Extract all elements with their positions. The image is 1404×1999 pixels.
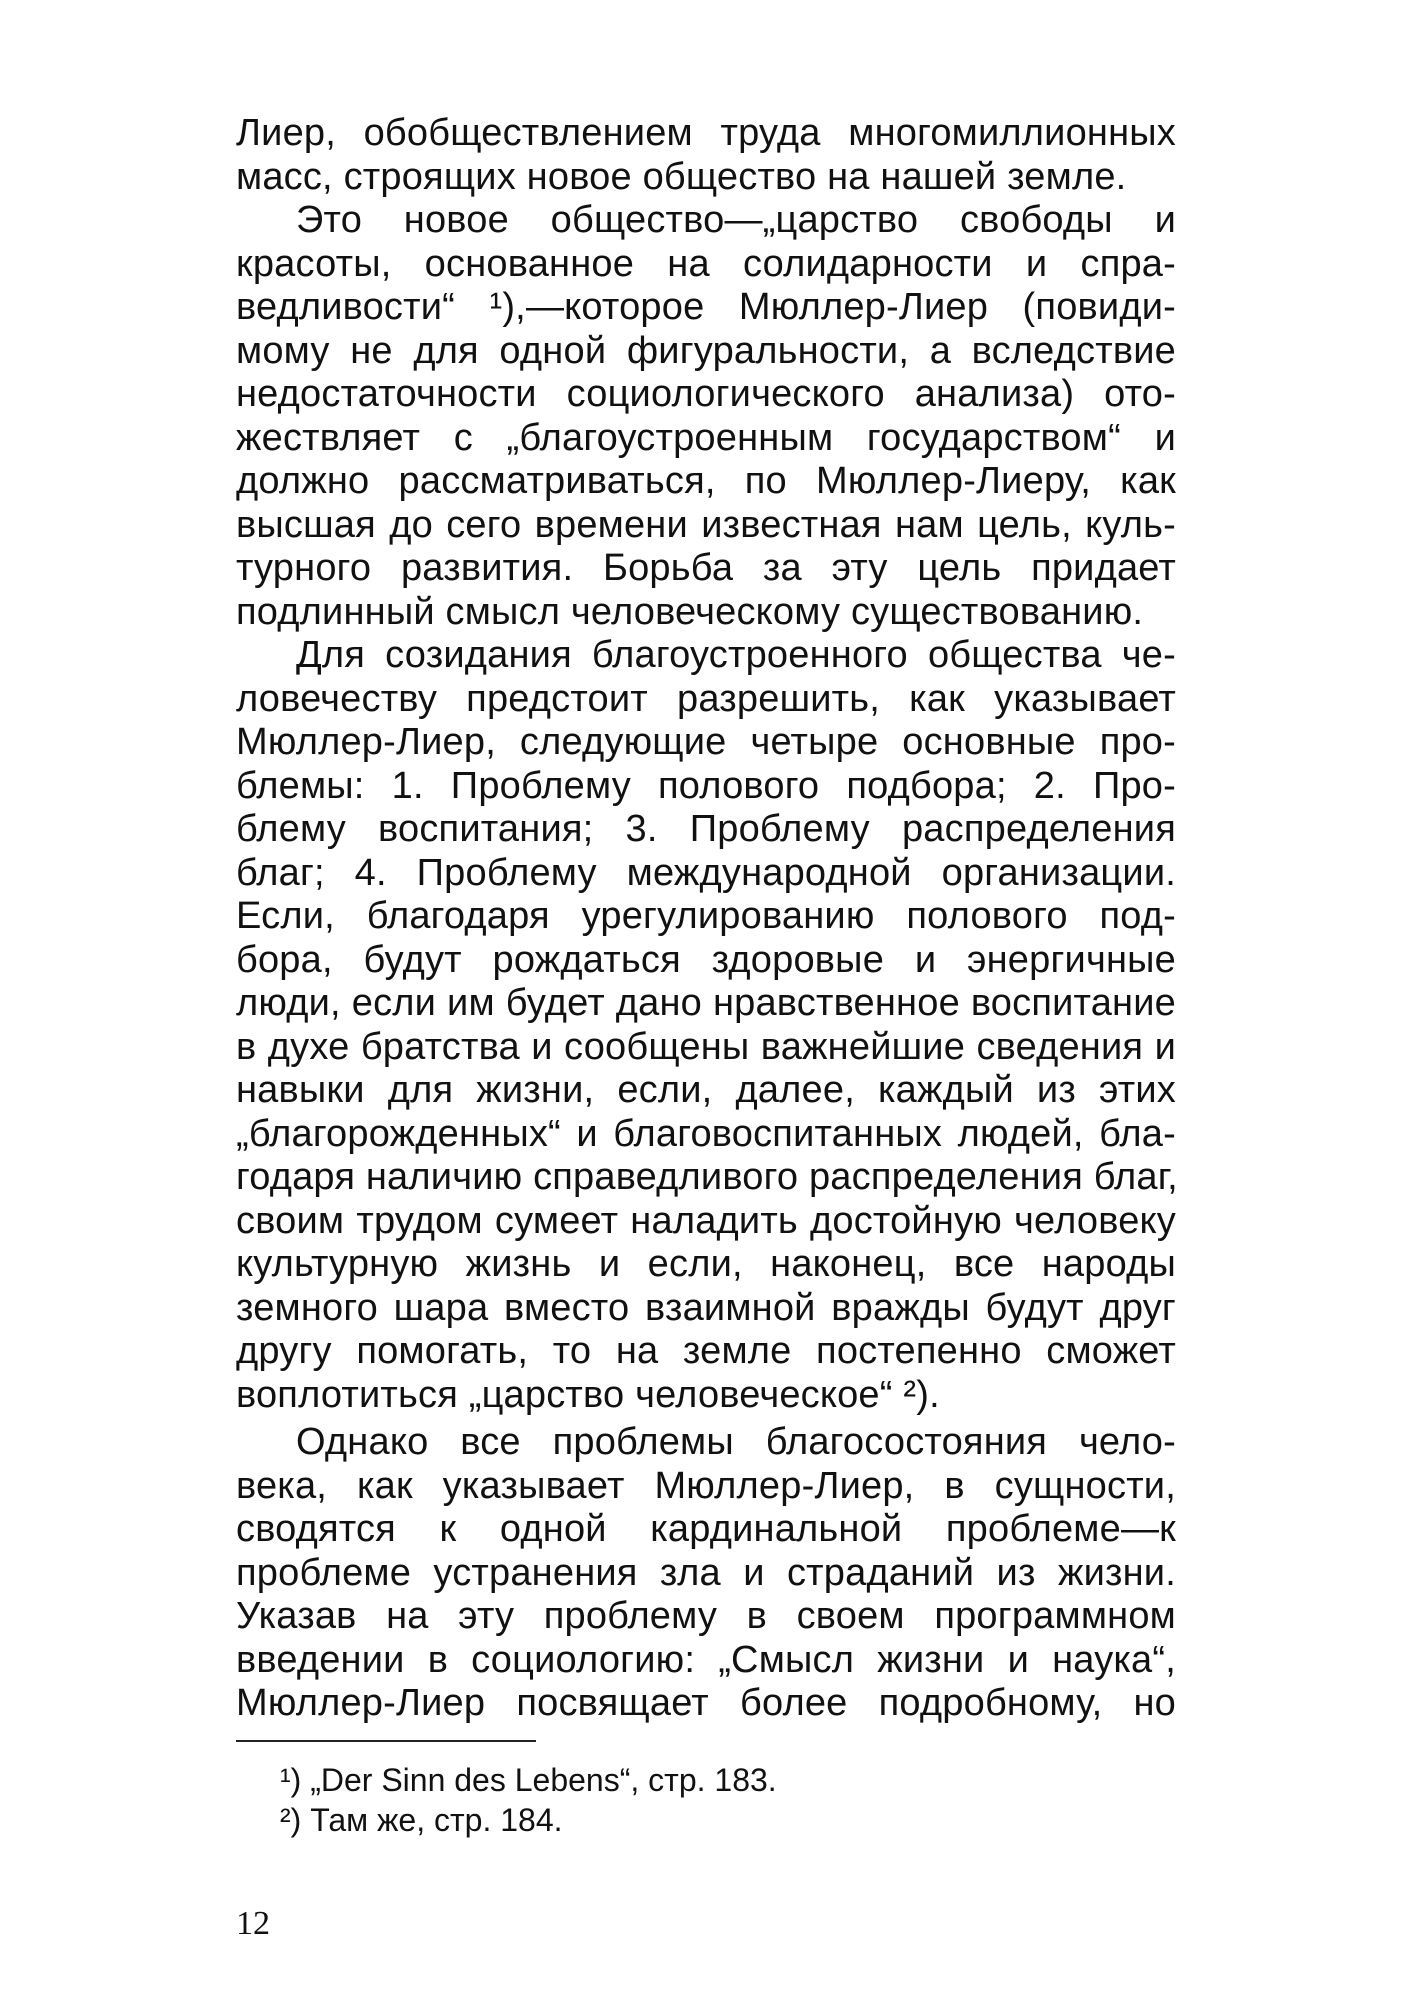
text-line: должно рассматриваться, по Мюллер-Лиеру, как (236, 460, 1176, 502)
text-line: годаря наличию справедливого распределения благ, (236, 1156, 1178, 1198)
text-line: культурную жизнь и если, наконец, все народы (236, 1243, 1176, 1285)
text-line: благ; 4. Проблему международной организации. (236, 851, 1176, 894)
text-line: сводятся к одной кардинальной проблеме—к (236, 1508, 1176, 1550)
text-line: масс, строящих новое общество на нашей земле. (236, 155, 1127, 198)
text-line: земного шара вместо взаимной вражды будут друг (236, 1286, 1176, 1329)
text-line: века, как указывает Мюллер-Лиер, в сущности, (236, 1464, 1176, 1507)
text-line: жествляет с „благоустроенным государством“ и (236, 416, 1176, 459)
text-line: Лиер, обобществлением труда многомиллионных (236, 112, 1176, 154)
text-line: в духе братства и сообщены важнейшие сведения и (236, 1025, 1176, 1068)
text-line: ведливости“ ¹),—которое Мюллер-Лиер (повиди- (236, 286, 1176, 328)
text-line: красоты, основанное на солидарности и спра- (236, 242, 1176, 285)
text-line: воплотиться „царство человеческое“ ²). (236, 1373, 940, 1416)
text-line: Это новое общество—„царство свободы и (296, 199, 1176, 241)
text-line: введении в социологию: „Смысл жизни и наука“, (236, 1638, 1176, 1681)
page-number: 12 (236, 1905, 270, 1942)
text-line: Для созидания благоустроенного общества че- (296, 634, 1176, 676)
text-line: Мюллер-Лиер посвящает более подробному, но (236, 1682, 1176, 1724)
main-text (236, 112, 1176, 1726)
text-line: люди, если им будет дано нравственное воспитание (236, 982, 1176, 1024)
text-line: другу помогать, то на земле постепенно сможет (236, 1330, 1176, 1372)
text-line: турного развития. Борьба за эту цель придает (236, 547, 1176, 589)
text-line: Указав на эту проблему в своем программном (236, 1595, 1176, 1637)
text-line: Если, благодаря урегулированию полового под- (236, 895, 1176, 937)
text-line: подлинный смысл человеческому существованию. (236, 590, 1144, 633)
text-line: недостаточности социологического анализа) ото- (236, 373, 1176, 415)
text-line: бора, будут рождаться здоровые и энергичные (236, 938, 1176, 981)
text-line: ловечеству предстоит разрешить, как указывает (236, 677, 1176, 720)
footnote-1: ¹) „Der Sinn des Lebens“, стр. 183. (280, 1762, 777, 1798)
footnote-divider (236, 1740, 536, 1742)
footnote-2: ²) Там же, стр. 184. (280, 1802, 563, 1838)
footnotes (280, 1760, 980, 1840)
text-line: блемы: 1. Проблему полового подбора; 2. Про- (236, 764, 1176, 807)
text-line: блему воспитания; 3. Проблему распределения (236, 808, 1176, 850)
text-line: Однако все проблемы благосостояния чело- (296, 1421, 1176, 1463)
text-line: мому не для одной фигуральности, а вследствие (236, 329, 1176, 372)
text-line: навыки для жизни, если, далее, каждый из этих (236, 1069, 1176, 1111)
text-line: Мюллер-Лиер, следующие четыре основные про- (236, 721, 1176, 763)
text-line: своим трудом сумеет наладить достойную человеку (236, 1199, 1176, 1242)
text-line: „благорожденных“ и благовоспитанных людей, бла- (236, 1112, 1176, 1155)
text-line: высшая до сего времени известная нам цель, куль- (236, 503, 1176, 546)
text-line: проблеме устранения зла и страданий из жизни. (236, 1551, 1176, 1594)
